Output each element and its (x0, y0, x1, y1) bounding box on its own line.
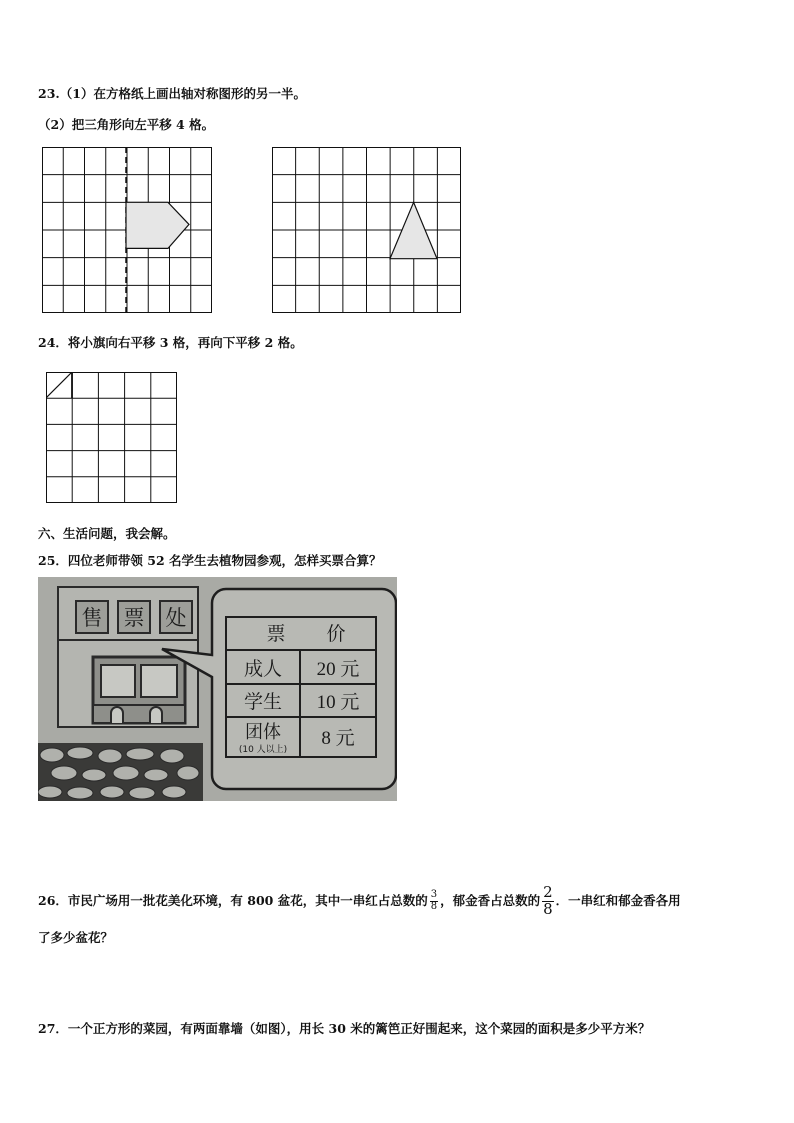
fraction-two-eighths (542, 885, 554, 918)
flag-grid (46, 372, 177, 503)
flag-edge (46, 372, 72, 398)
fraction-denominator: 8 (543, 899, 553, 918)
fraction-denominator: 8 (430, 900, 438, 912)
sign-char-3: 处 (165, 606, 187, 630)
fraction-numerator: 3 (430, 889, 438, 901)
row-group-note: (10 人以上) (238, 745, 288, 755)
fraction-numerator: 2 (543, 883, 553, 901)
q26-part2: ，郁金香占总数的 (440, 892, 541, 908)
header-jia: 价 (326, 623, 346, 645)
symmetry-grid (42, 147, 212, 313)
row-adult-price: 20 元 (316, 659, 360, 680)
translation-grid (272, 147, 461, 313)
header-piao: 票 (266, 623, 286, 645)
sign-char-2: 票 (123, 606, 145, 630)
row-group-label: 团体 (245, 722, 281, 743)
q25-text: 25．四位老师带领 52 名学生去植物园参观，怎样买票合算？ (38, 553, 382, 568)
sign-char-1: 售 (81, 606, 103, 630)
row-adult-label: 成人 (243, 658, 283, 680)
q26-line1 (38, 885, 681, 918)
section-title: 六、生活问题，我会解。 (38, 526, 176, 541)
row-student-price: 10 元 (316, 692, 360, 713)
half-shape (126, 202, 189, 248)
grid-lines (272, 147, 461, 313)
q23-line1: 23.（1）在方格纸上画出轴对称图形的另一半。 (38, 86, 306, 101)
row-group-price: 8 元 (321, 728, 355, 749)
q23-line2: （2）把三角形向左平移 4 格。 (38, 117, 215, 132)
ticket-office-photo (38, 577, 397, 801)
row-student-label: 学生 (243, 691, 283, 713)
q26-line2: 了多少盆花？ (38, 930, 114, 945)
fraction-three-eighths (430, 890, 438, 912)
q24-text: 24．将小旗向右平移 3 格，再向下平移 2 格。 (38, 335, 303, 350)
q26-part1: 26．市民广场用一批花美化环境，有 800 盆花，其中一串红占总数的 (38, 892, 428, 908)
grid-lines (46, 372, 177, 503)
q27-text: 27．一个正方形的菜园，有两面靠墙（如图），用长 30 米的篱笆正好围起来，这个菜园的面积是多少平方米？ (38, 1021, 651, 1036)
q26-part3: ．一串红和郁金香各用 (555, 892, 681, 908)
